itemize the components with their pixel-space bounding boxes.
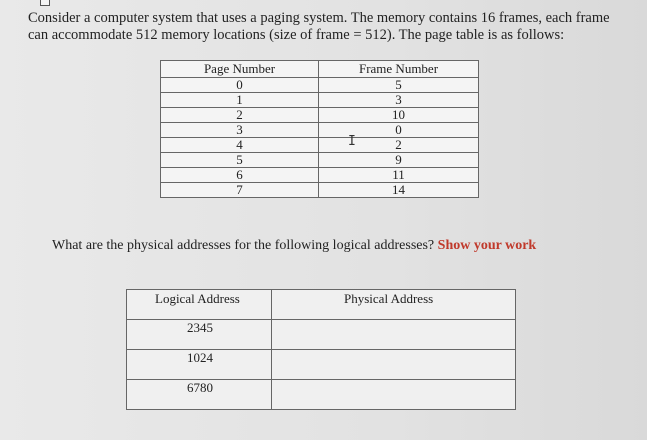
table-row xyxy=(161,123,479,138)
table-row xyxy=(127,350,516,380)
page-number-header: Page Number xyxy=(161,61,319,78)
table-row xyxy=(161,168,479,183)
logical-address-header: Logical Address xyxy=(127,290,272,320)
page-number-cell: 2 xyxy=(161,108,319,123)
page-table xyxy=(160,60,479,198)
checkbox-icon[interactable] xyxy=(40,0,50,6)
question-line xyxy=(52,238,536,254)
table-row xyxy=(127,320,516,350)
address-table xyxy=(126,289,516,410)
table-row xyxy=(161,183,479,198)
table-row xyxy=(161,153,479,168)
page-number-cell: 0 xyxy=(161,78,319,93)
logical-address-cell: 6780 xyxy=(127,380,272,410)
physical-address-answer-cell[interactable] xyxy=(272,320,516,350)
page-number-cell: 6 xyxy=(161,168,319,183)
question-intro: Consider a computer system that uses a paging system. The memory contains 16 frames, each frame can accommodate 512 memory locations (size of frame = 512). The page table is as follows: xyxy=(28,10,610,43)
text-cursor-icon: I xyxy=(348,134,356,149)
table-row xyxy=(161,93,479,108)
page-number-cell: 7 xyxy=(161,183,319,198)
table-row xyxy=(127,380,516,410)
frame-number-header: Frame Number xyxy=(319,61,479,78)
physical-address-answer-cell[interactable] xyxy=(272,350,516,380)
question-text: What are the physical addresses for the following logical addresses? xyxy=(52,238,435,253)
show-work-emphasis: Show your work xyxy=(437,238,537,253)
table-row xyxy=(161,108,479,123)
page-number-cell: 5 xyxy=(161,153,319,168)
frame-number-cell: 3 xyxy=(319,93,479,108)
logical-address-cell: 1024 xyxy=(127,350,272,380)
frame-number-cell: 10 xyxy=(319,108,479,123)
table-row xyxy=(161,138,479,153)
physical-address-header: Physical Address xyxy=(272,290,516,320)
page-number-cell: 3 xyxy=(161,123,319,138)
page-number-cell: 1 xyxy=(161,93,319,108)
frame-number-cell: 11 xyxy=(319,168,479,183)
frame-number-cell: 2 xyxy=(319,138,479,153)
page-table-header-row xyxy=(161,61,479,78)
frame-number-cell: 0 xyxy=(319,123,479,138)
page-number-cell: 4 xyxy=(161,138,319,153)
frame-number-cell: 9 xyxy=(319,153,479,168)
physical-address-answer-cell[interactable] xyxy=(272,380,516,410)
frame-number-cell: 14 xyxy=(319,183,479,198)
address-table-header-row xyxy=(127,290,516,320)
logical-address-cell: 2345 xyxy=(127,320,272,350)
frame-number-cell: 5 xyxy=(319,78,479,93)
table-row xyxy=(161,78,479,93)
